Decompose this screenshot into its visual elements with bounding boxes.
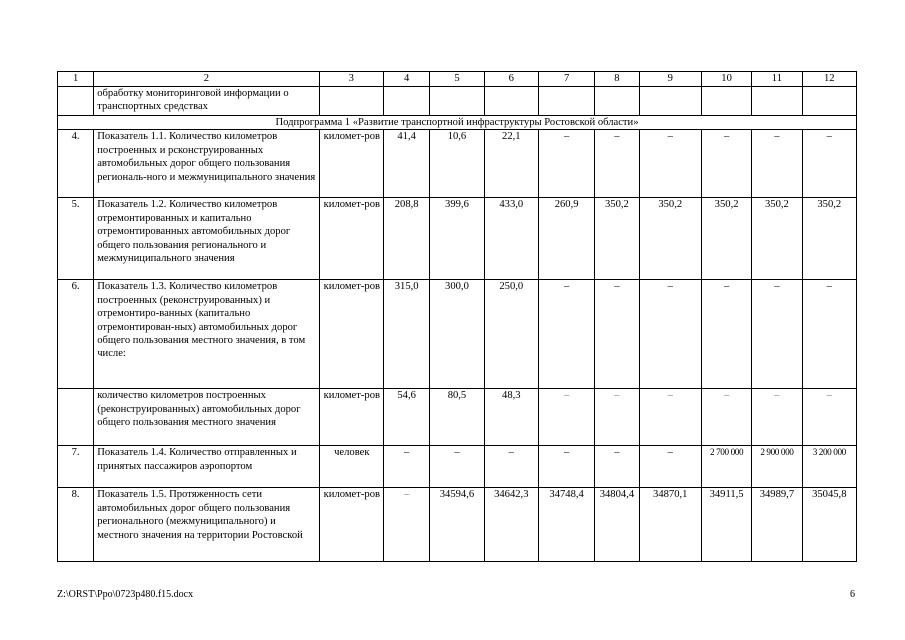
value-cell: – — [802, 130, 856, 198]
value-cell: 34870,1 — [639, 488, 701, 562]
page-number: 6 — [850, 589, 855, 600]
indicator-name: Показатель 1.3. Количество километров построенных (реконструированных) и отремонтиро-ванных (капитально отремонтирован-ных) автомобильных дорог общего пользования местного значения, в том числе: — [94, 280, 319, 389]
table-row — [58, 488, 857, 562]
value-cell: – — [639, 280, 701, 389]
value-cell: – — [701, 130, 751, 198]
column-number-row — [58, 72, 857, 87]
value-cell: 208,8 — [384, 198, 430, 280]
value-cell: 2 900 000 — [752, 446, 802, 488]
value-cell: – — [639, 446, 701, 488]
value-cell: 34594,6 — [430, 488, 484, 562]
value-cell: 34911,5 — [701, 488, 751, 562]
value-cell: 48,3 — [484, 389, 538, 446]
unit-cell: километ-ров — [319, 130, 383, 198]
row-number: 7. — [58, 446, 94, 488]
indicator-name: Показатель 1.1. Количество километров построенных и рсконструированных автомобильных дорог общего пользования региональ-ного и межмуниципального значения — [94, 130, 319, 198]
value-cell: 2 700 000 — [701, 446, 751, 488]
col-header: 9 — [639, 72, 701, 87]
value-cell: – — [538, 280, 594, 389]
col-header: 8 — [595, 72, 639, 87]
subprogram-row — [58, 116, 857, 130]
continuation-row — [58, 87, 857, 116]
value-cell: 350,2 — [752, 198, 802, 280]
col-header: 6 — [484, 72, 538, 87]
value-cell: 399,6 — [430, 198, 484, 280]
unit-cell: километ-ров — [319, 280, 383, 389]
unit-cell: километ-ров — [319, 389, 383, 446]
value-cell: 350,2 — [802, 198, 856, 280]
col-header: 4 — [384, 72, 430, 87]
row-number: 6. — [58, 280, 94, 389]
row-number: 4. — [58, 130, 94, 198]
value-cell: 54,6 — [384, 389, 430, 446]
value-cell: – — [701, 389, 751, 446]
value-cell: – — [752, 280, 802, 389]
value-cell: – — [802, 280, 856, 389]
value-cell: 350,2 — [639, 198, 701, 280]
value-cell: 35045,8 — [802, 488, 856, 562]
row-number: 5. — [58, 198, 94, 280]
value-cell: 41,4 — [384, 130, 430, 198]
unit-cell: километ-ров — [319, 198, 383, 280]
table-row — [58, 198, 857, 280]
value-cell: – — [538, 446, 594, 488]
value-cell: 300,0 — [430, 280, 484, 389]
value-cell: 260,9 — [538, 198, 594, 280]
col-header: 12 — [802, 72, 856, 87]
indicator-name: обработку мониторинговой информации о транспортных средствах — [94, 87, 319, 116]
value-cell: – — [595, 446, 639, 488]
value-cell: – — [595, 130, 639, 198]
table-row — [58, 389, 857, 446]
value-cell: 34748,4 — [538, 488, 594, 562]
indicator-name: Показатель 1.5. Протяженность сети автомобильных дорог общего пользования регионального (межмуниципального) и местного значения на территории Ростовской — [94, 488, 319, 562]
indicator-name: количество километров построенных (реконструированных) автомобильных дорог общего пользования местного значения — [94, 389, 319, 446]
indicators-table — [57, 71, 857, 562]
value-cell: 34642,3 — [484, 488, 538, 562]
row-number — [58, 389, 94, 446]
value-cell: 350,2 — [701, 198, 751, 280]
col-header: 5 — [430, 72, 484, 87]
col-header: 10 — [701, 72, 751, 87]
value-cell: – — [752, 389, 802, 446]
table-row — [58, 446, 857, 488]
value-cell: 3 200 000 — [802, 446, 856, 488]
value-cell: – — [538, 389, 594, 446]
row-number: 8. — [58, 488, 94, 562]
col-header: 7 — [538, 72, 594, 87]
unit-cell: километ-ров — [319, 488, 383, 562]
value-cell: 80,5 — [430, 389, 484, 446]
value-cell: – — [384, 488, 430, 562]
value-cell: – — [639, 389, 701, 446]
indicator-name: Показатель 1.4. Количество отправленных и принятых пассажиров аэропортом — [94, 446, 319, 488]
value-cell: 350,2 — [595, 198, 639, 280]
col-header: 1 — [58, 72, 94, 87]
value-cell: – — [538, 130, 594, 198]
col-header: 11 — [752, 72, 802, 87]
value-cell: 34989,7 — [752, 488, 802, 562]
subprogram-title: Подпрограмма 1 «Развитие транспортной инфраструктуры Ростовской области» — [58, 116, 857, 130]
value-cell: 315,0 — [384, 280, 430, 389]
value-cell: – — [595, 280, 639, 389]
value-cell: 10,6 — [430, 130, 484, 198]
table-row — [58, 130, 857, 198]
value-cell: 34804,4 — [595, 488, 639, 562]
value-cell: – — [802, 389, 856, 446]
value-cell: – — [430, 446, 484, 488]
col-header: 2 — [94, 72, 319, 87]
indicator-name: Показатель 1.2. Количество километров отремонтированных и капитально отремонтированных автомобильных дорог общего пользования регионального и межмуниципального значения — [94, 198, 319, 280]
value-cell: – — [595, 389, 639, 446]
value-cell: 22,1 — [484, 130, 538, 198]
unit-cell: человек — [319, 446, 383, 488]
file-path: Z:\ORST\Ppo\0723p480.f15.docx — [57, 589, 194, 600]
value-cell: – — [384, 446, 430, 488]
value-cell: – — [639, 130, 701, 198]
value-cell: – — [701, 280, 751, 389]
value-cell: – — [484, 446, 538, 488]
col-header: 3 — [319, 72, 383, 87]
value-cell: – — [752, 130, 802, 198]
value-cell: 433,0 — [484, 198, 538, 280]
value-cell: 250,0 — [484, 280, 538, 389]
table-row — [58, 280, 857, 389]
